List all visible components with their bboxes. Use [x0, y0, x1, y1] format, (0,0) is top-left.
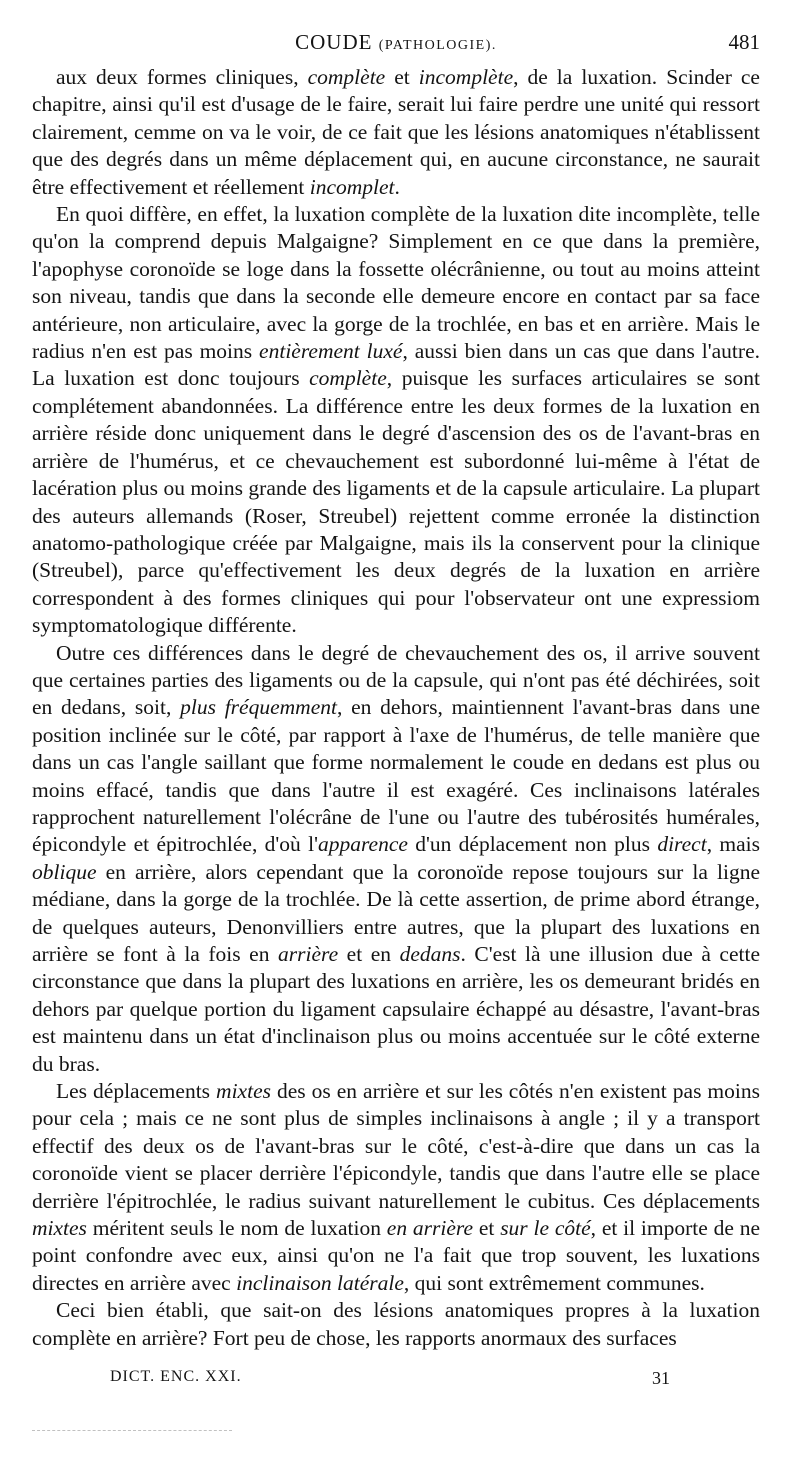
italic-run: entièrement luxé — [259, 339, 403, 364]
paragraph — [32, 201, 760, 640]
text-run: aux deux formes cliniques, — [56, 65, 308, 89]
page-footer — [110, 1368, 670, 1394]
italic-run: complète — [307, 65, 386, 89]
italic-run: arrière — [278, 942, 339, 966]
text-run: Outre ces différences dans le degré de chevauchement des os, il arrive souvent que certaines parties des ligaments ou de la capsule, qui n'ont pas été déchirées, soit en dedans, soit, — [32, 640, 760, 720]
paragraph — [32, 1297, 760, 1352]
italic-run: direct — [657, 832, 707, 857]
signature-mark: DICT. ENC. XXI. — [110, 1368, 242, 1385]
bottom-rule — [32, 1430, 232, 1431]
italic-run: en arrière — [386, 1216, 474, 1241]
sheet-number: 31 — [652, 1368, 670, 1388]
italic-run: plus fréquemment — [180, 695, 337, 720]
italic-run: dedans — [399, 942, 461, 966]
text-run: , et il importe de ne point confondre avec eux, ainsi qu'on ne l'a fait que trop souvent, les luxations directes en arrière avec — [32, 1216, 761, 1295]
italic-run: mixtes — [32, 1216, 87, 1241]
italic-run: mixtes — [216, 1079, 271, 1104]
text-run: en arrière, alors cependant que la coronoïde repose toujours sur la ligne médiane, dans la gorge de la trochlée. De là cette assertion, de prime abord étrange, de quelques auteurs, Denonvilliers entre autres, que la plupart des luxations en arrière se font à la fois en — [32, 859, 760, 966]
text-run: d'un déplacement non plus — [407, 832, 658, 857]
text-run: En quoi diffère, en effet, la luxation complète de la luxation dite incomplète, telle qu'on la comprend depuis Malgaigne? Simplement en ce que dans la première, l'apophyse coronoïde se loge dans la fossette olécrânienne, ou tout au moins atteint son niveau, tandis que dans la seconde elle demeure encore en contact par sa face antérieure, non articulaire, avec la gorge de la trochlée, en bas et en arrière. Mais le radius n'en est pas moins — [32, 202, 760, 364]
text-run: Ceci bien établi, que sait-on des lésions anatomiques propres à la luxation complète en arrière? Fort peu de chose, les rapports anormaux des surfaces — [32, 1298, 760, 1350]
italic-run: incomplet — [309, 174, 395, 199]
running-head-subtitle: (PATHOLOGIE). — [378, 38, 497, 53]
text-run: , de la luxation. Scinder ce chapitre, ainsi qu'il est d'usage de le faire, serait lui faire perdre une unité qui ressort clairement, cemme on va le voir, de ce fait que les lésions anatomiques n'établissent que des degrés dans un même déplacement qui, en aucune circonstance, ne saurait être effectivement et réellement — [32, 65, 760, 199]
text-run: , mais — [706, 832, 760, 857]
running-head — [32, 30, 760, 55]
text-run: . C'est là une illusion due à cette circonstance que dans la plupart des luxations en arrière, les os demeurant bridés en dehors par quelque portion du ligament capsulaire échappé au désastre, l'avant-bras est maintenu dans un état d'inclinaison plus ou moins accentuée sur le côté externe du bras. — [32, 942, 760, 1076]
text-run: , aussi bien dans un cas que dans l'autre. La luxation est donc toujours — [32, 339, 760, 391]
italic-run: complète — [309, 366, 387, 391]
italic-run: oblique — [32, 859, 97, 884]
italic-run: apparence — [317, 832, 408, 857]
text-run: et — [473, 1216, 501, 1241]
italic-run: incomplète — [418, 65, 514, 89]
italic-run: sur le côté — [500, 1216, 591, 1241]
text-run: . — [394, 174, 400, 199]
italic-run: inclinaison latérale — [236, 1270, 404, 1295]
text-run: , puisque les surfaces articulaires se sont complétement abandonnées. La différence entre les deux formes de la luxation en arrière réside donc uniquement dans le degré d'ascension des os de l'avant-bras en arrière de l'humérus, et ce chevauchement est subordonné lui-même à l'état de lacération plus ou moins grande des ligaments et de la capsule articulaire. La plupart des auteurs allemands (Roser, Streubel) rejettent comme erronée la distinction anatomo-pathologique créée par Malgaigne, mais ils la conservent pour la clinique (Streubel), parce qu'effectivement les deux degrés de la luxation en arrière correspondent à des formes cliniques qui pour l'observateur ont une expressiom symptomatologique différente. — [32, 366, 760, 638]
text-run: méritent seuls le nom de luxation — [86, 1216, 387, 1241]
text-run: et en — [338, 942, 400, 966]
paragraph — [32, 1078, 760, 1297]
text-run: des os en arrière et sur les côtés n'en existent pas moins pour cela ; mais ce ne sont plus de simples inclinaisons à angle ; il y a transport effectif des deux os de l'avant-bras sur le côté, c'est-à-dire que dans un cas la coronoïde vient se placer derrière l'épicondyle, tandis que dans l'autre elle se place derrière l'épitrochlée, le radius suivant naturellement le cubitus. Ces déplacements — [32, 1079, 760, 1213]
running-head-title: COUDE — [295, 30, 373, 54]
text-run: , qui sont extrêmement communes. — [403, 1270, 705, 1295]
text-run: et — [385, 65, 419, 89]
body-text — [32, 64, 760, 1352]
text-run: Les déplacements — [56, 1079, 217, 1104]
paragraph — [32, 640, 760, 1079]
page-header — [32, 26, 760, 60]
page-number: 481 — [728, 30, 760, 54]
paragraph — [32, 64, 760, 201]
text-run: , en dehors, maintiennent l'avant-bras dans une position inclinée sur le côté, par rapport à l'axe de l'humérus, de telle manière que dans un cas l'angle saillant que forme normalement le coude en dedans est plus ou moins effacé, tandis que dans l'autre il est exagéré. Ces inclinaisons latérales rapprochent naturellement l'olécrâne de l'une ou l'autre des tubérosités humérales, épicondyle et épitrochlée, d'où l' — [32, 695, 760, 857]
